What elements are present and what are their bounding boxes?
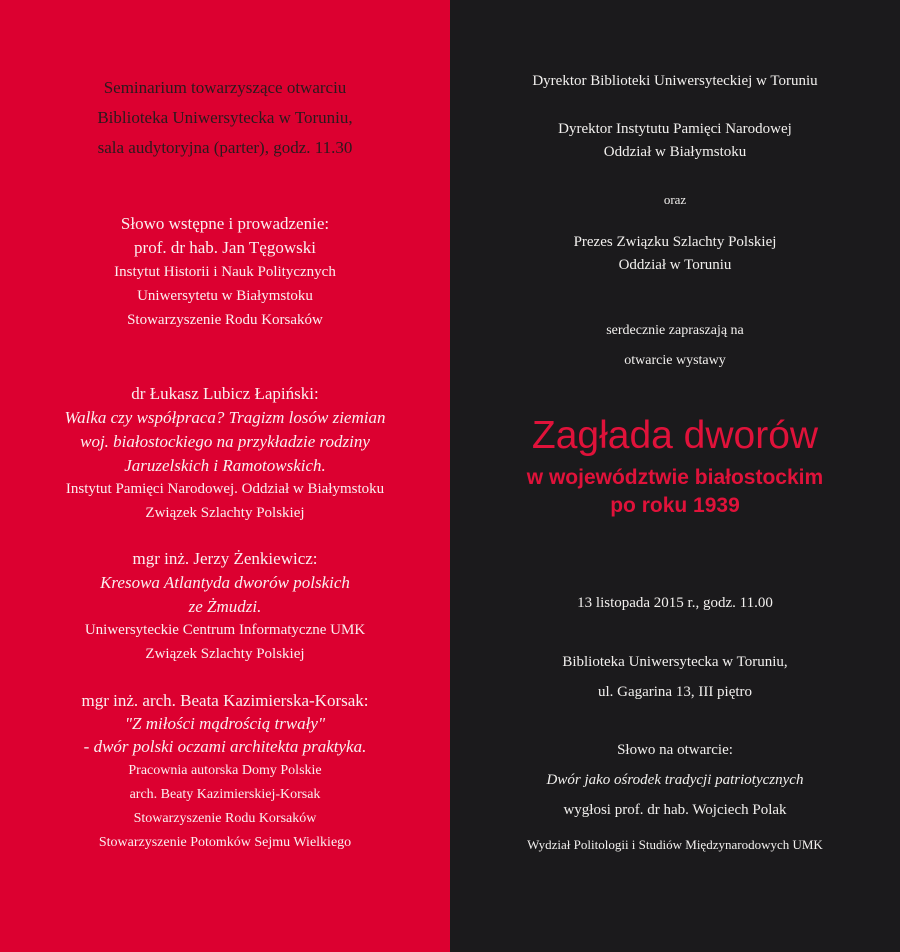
talk-speaker: mgr inż. arch. Beata Kazimierska-Korsak: bbox=[81, 691, 369, 710]
talk-speaker: dr Łukasz Lubicz Łapiński: bbox=[131, 384, 319, 403]
invite-line: serdecznie zapraszają na bbox=[606, 323, 744, 338]
seminar-line: sala audytoryjna (parter), godz. 11.30 bbox=[97, 138, 353, 157]
intro-heading: Słowo wstępne i prowadzenie: bbox=[120, 214, 330, 233]
talk-title-line: ze Żmudzi. bbox=[188, 597, 262, 616]
opening-affiliation: Wydział Politologii i Studiów Międzynarodowych UMK bbox=[527, 837, 823, 852]
conjunction: oraz bbox=[663, 192, 687, 207]
intro-affiliation: Stowarzyszenie Rodu Korsaków bbox=[127, 312, 323, 328]
venue-line: ul. Gagarina 13, III piętro bbox=[597, 684, 753, 700]
talk-title-line: woj. białostockiego na przykładzie rodziny bbox=[80, 432, 370, 451]
intro-speaker: prof. dr hab. Jan Tęgowski bbox=[134, 238, 316, 257]
exhibition-title: Zagłada dworów bbox=[531, 414, 819, 457]
talk-speaker: mgr inż. Jerzy Żenkiewicz: bbox=[132, 549, 318, 568]
host-line: Prezes Związku Szlachty Polskiej bbox=[573, 234, 777, 250]
host-line: Dyrektor Instytutu Pamięci Narodowej bbox=[558, 121, 792, 137]
talk-title-line: Jaruzelskich i Ramotowskich. bbox=[124, 456, 326, 475]
opening-speaker: wygłosi prof. dr hab. Wojciech Polak bbox=[563, 802, 787, 818]
talk-affiliation: Pracownia autorska Domy Polskie bbox=[128, 763, 322, 778]
talk-affiliation: Stowarzyszenie Rodu Korsaków bbox=[133, 811, 317, 826]
exhibition-subtitle: w województwie białostockim bbox=[526, 466, 824, 489]
exhibition-subtitle: po roku 1939 bbox=[610, 494, 740, 517]
seminar-line: Biblioteka Uniwersytecka w Toruniu, bbox=[97, 108, 353, 127]
host-line: Oddział w Toruniu bbox=[618, 257, 732, 273]
talk-title-line: "Z miłości mądrością trwały" bbox=[124, 714, 326, 733]
talk-affiliation: Związek Szlachty Polskiej bbox=[145, 505, 305, 521]
intro-affiliation: Instytut Historii i Nauk Politycznych bbox=[114, 264, 336, 280]
opening-lecture-title: Dwór jako ośrodek tradycji patriotycznych bbox=[546, 772, 804, 788]
talk-title-line: Walka czy współpraca? Tragizm losów ziemian bbox=[64, 408, 386, 427]
talk-affiliation: Instytut Pamięci Narodowej. Oddział w Białymstoku bbox=[65, 481, 385, 497]
opening-heading: Słowo na otwarcie: bbox=[617, 742, 733, 758]
host-library-director: Dyrektor Biblioteki Uniwersyteckiej w Toruniu bbox=[532, 73, 818, 89]
exhibition-panel bbox=[450, 0, 900, 952]
invite-line: otwarcie wystawy bbox=[624, 353, 726, 368]
talk-title-line: Kresowa Atlantyda dworów polskich bbox=[100, 573, 350, 592]
host-line: Oddział w Białymstoku bbox=[603, 144, 747, 160]
talk-affiliation: Związek Szlachty Polskiej bbox=[145, 646, 305, 662]
talk-affiliation: arch. Beaty Kazimierskiej-Korsak bbox=[129, 787, 321, 802]
talk-affiliation: Stowarzyszenie Potomków Sejmu Wielkiego bbox=[98, 835, 352, 850]
talk-title-line: - dwór polski oczami architekta praktyka. bbox=[83, 737, 367, 756]
talk-affiliation: Uniwersyteckie Centrum Informatyczne UMK bbox=[84, 622, 366, 638]
seminar-line: Seminarium towarzyszące otwarciu bbox=[103, 78, 347, 97]
event-date: 13 listopada 2015 r., godz. 11.00 bbox=[577, 595, 773, 611]
venue-line: Biblioteka Uniwersytecka w Toruniu, bbox=[562, 654, 788, 670]
intro-affiliation: Uniwersytetu w Białymstoku bbox=[137, 288, 313, 304]
